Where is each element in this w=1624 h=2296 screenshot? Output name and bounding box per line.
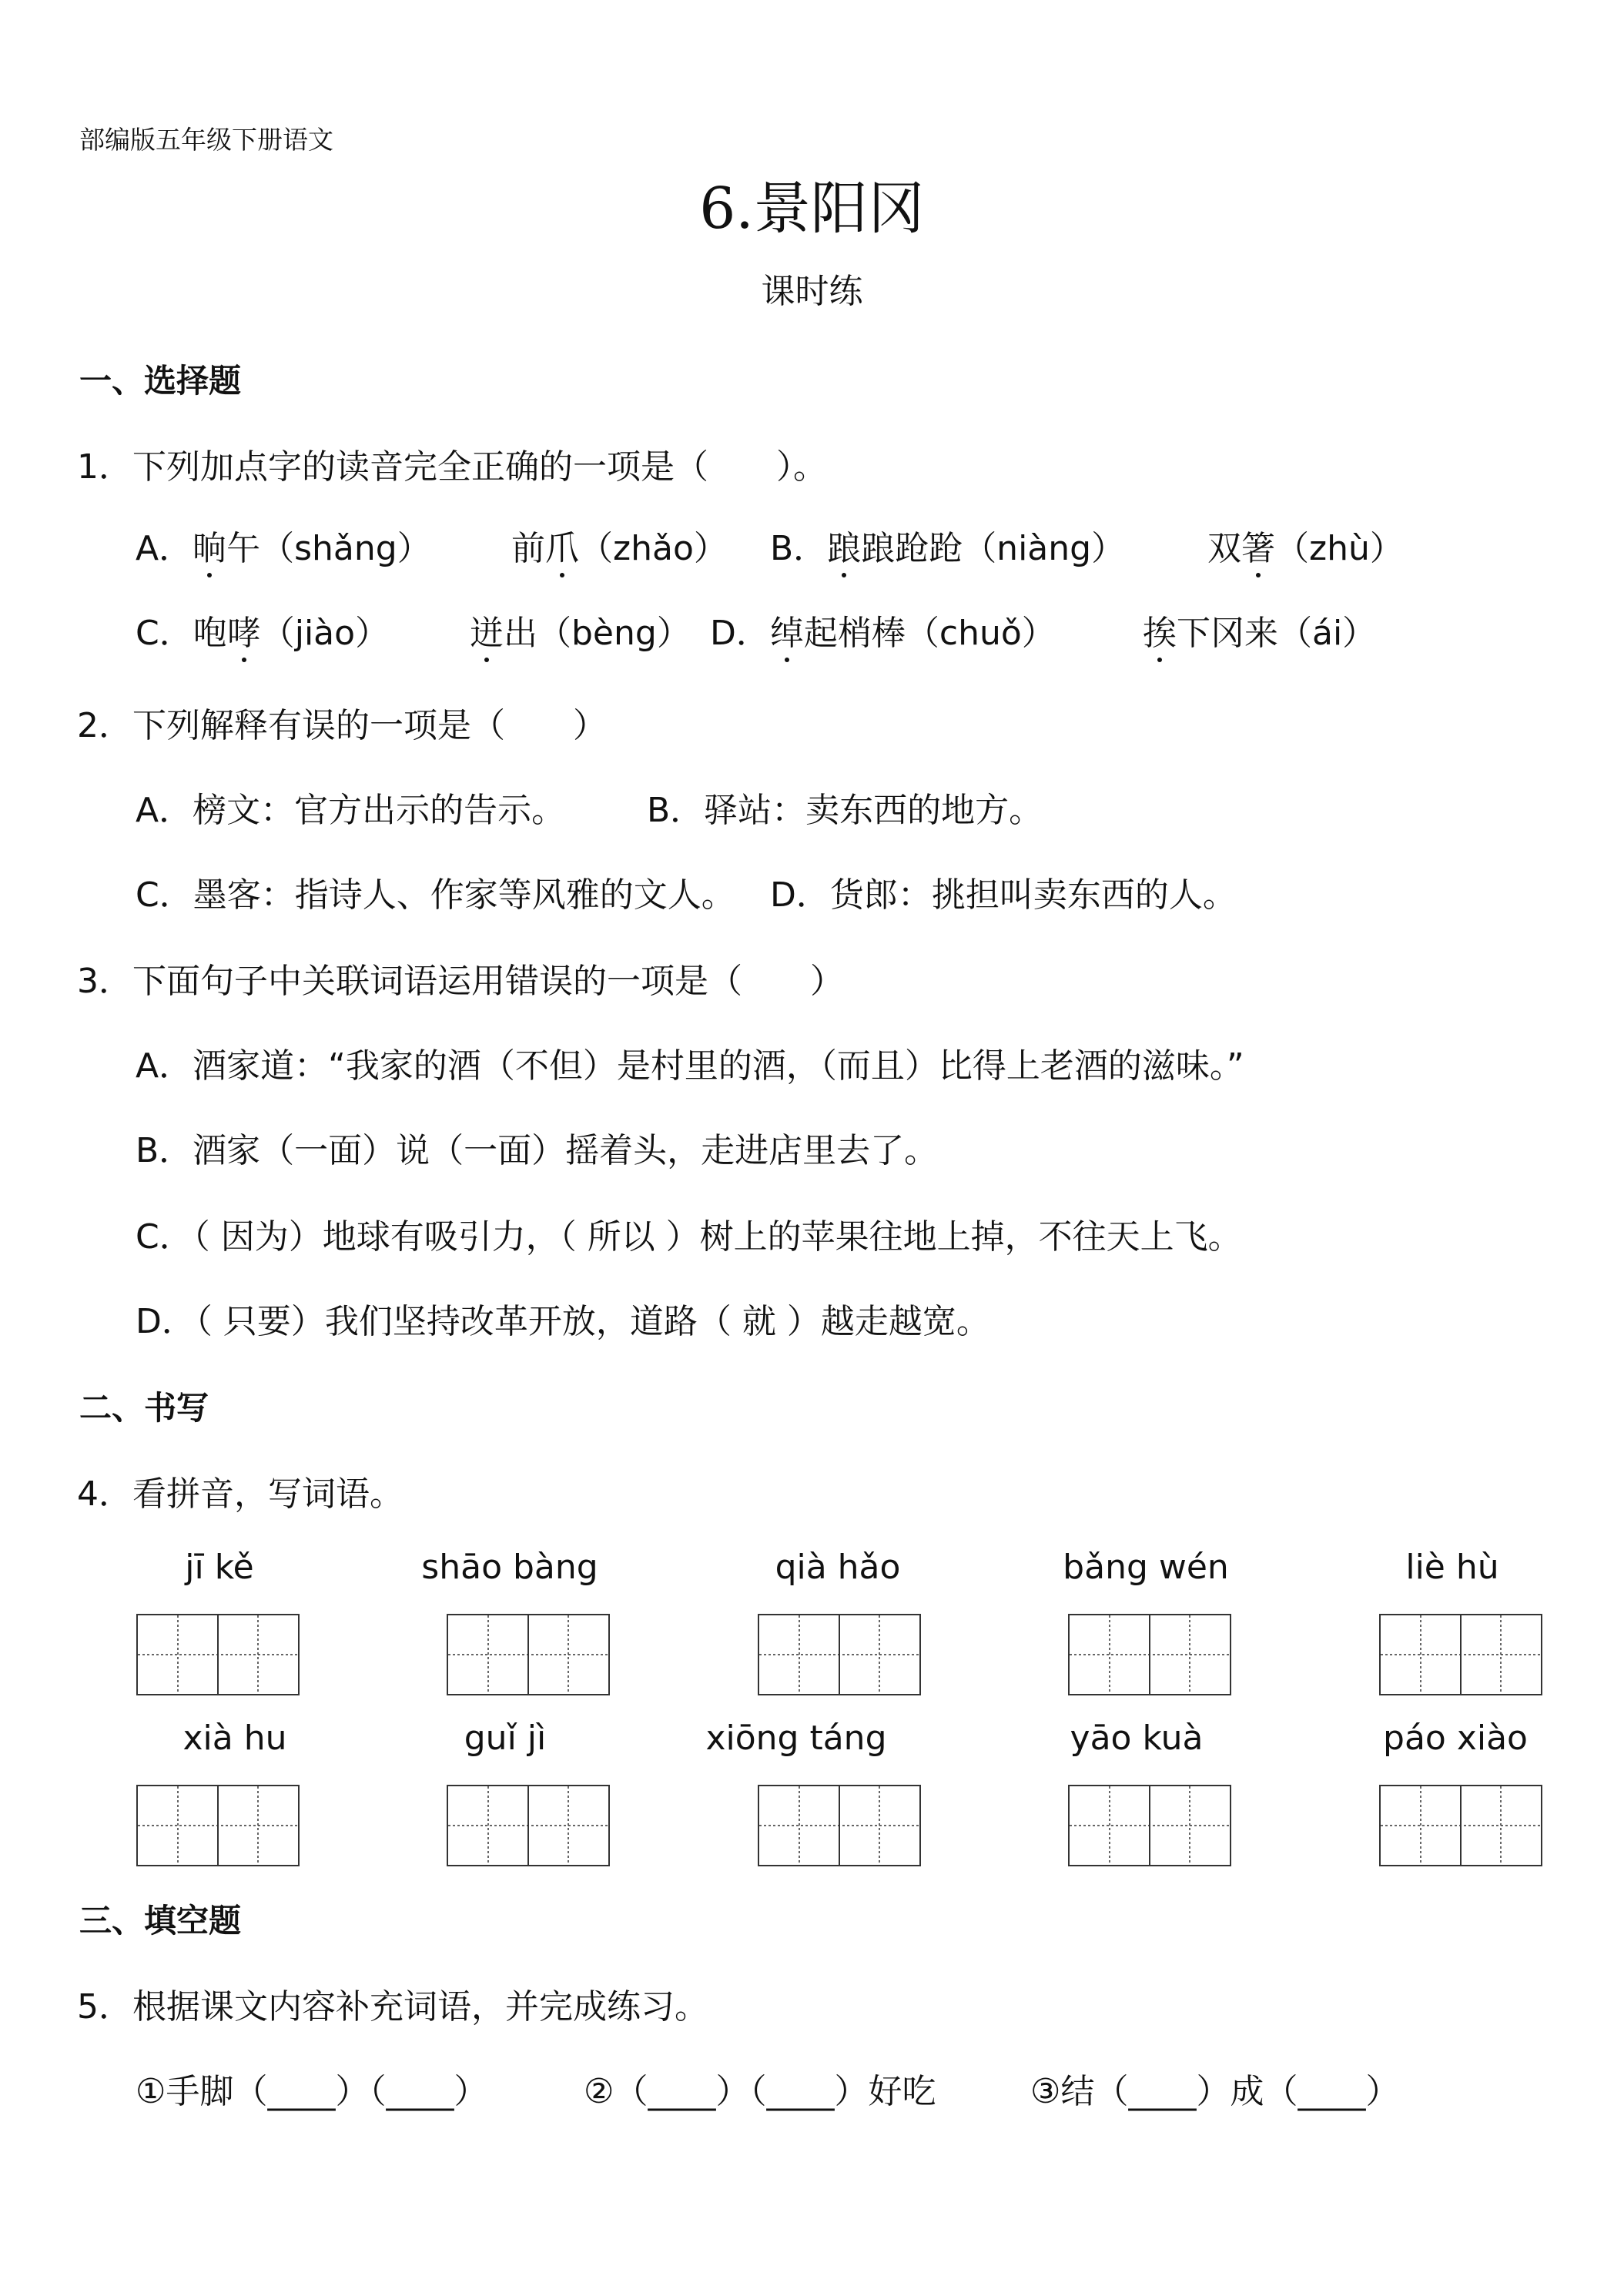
q3-option-b: B．酒家（一面）说（一面）摇着头，走进店里去了。	[136, 1131, 939, 1170]
pinyin-label: yāo kuà	[1070, 1719, 1204, 1758]
pinyin-label: qià hǎo	[775, 1548, 901, 1587]
q1-option-b	[770, 520, 1125, 570]
writing-grid-box[interactable]	[1379, 1614, 1542, 1695]
q5-fill-3: ③结（____）成（____）	[1030, 2072, 1400, 2111]
q1-option-b-word2	[1207, 520, 1404, 570]
option-label: A．	[136, 529, 193, 568]
grid-lines	[1381, 1786, 1541, 1865]
writing-grid-box[interactable]	[136, 1614, 300, 1695]
word-rest: 下冈来	[1177, 614, 1278, 653]
q2-option-b: B．驿站：卖东西的地方。	[647, 791, 1043, 830]
q1-option-c-word2	[470, 605, 691, 654]
writing-grid-box[interactable]	[1068, 1614, 1231, 1695]
q1-option-a	[136, 520, 431, 570]
q2-option-c: C．墨客：指诗人、作家等风雅的文人。	[136, 875, 735, 915]
grid-lines	[1070, 1786, 1230, 1865]
section-heading-writing: 二、书写	[79, 1389, 209, 1427]
word-rest: 出	[504, 614, 537, 653]
pinyin-label: liè hù	[1405, 1548, 1499, 1587]
q5-fill-1: ①手脚（____）（____）	[136, 2072, 488, 2111]
question-3-stem: 3．下面句子中关联词语运用错误的一项是（ ）	[77, 962, 844, 1001]
q1-option-d	[710, 605, 1056, 654]
dotted-char: 踉	[827, 520, 861, 570]
option-label: D．	[710, 614, 770, 653]
writing-grid-box[interactable]	[1379, 1785, 1542, 1866]
dotted-char: 晌	[193, 520, 226, 570]
page-subtitle: 课时练	[761, 272, 863, 311]
q1-option-d-word2	[1143, 605, 1376, 654]
option-label: B．	[770, 529, 828, 568]
dotted-char: 绰	[770, 605, 804, 654]
grid-lines	[1381, 1615, 1541, 1694]
q5-fill-2: ②（____）（____）好吃	[584, 2072, 936, 2111]
writing-grid-box[interactable]	[1068, 1785, 1231, 1866]
pinyin-label: jī kě	[185, 1548, 254, 1587]
pinyin: （ái）	[1278, 614, 1377, 653]
writing-grid-box[interactable]	[758, 1785, 921, 1866]
page-title: 6.景阳冈	[699, 176, 925, 242]
pinyin-label: shāo bàng	[421, 1548, 598, 1587]
word-prefix: 前	[511, 529, 545, 568]
pinyin: （zhù）	[1275, 529, 1404, 568]
q3-option-a: A．酒家道：“我家的酒（不但）是村里的酒，（而且）比得上老酒的滋味。”	[136, 1046, 1244, 1086]
question-2-stem: 2．下列解释有误的一项是（ ）	[77, 706, 607, 745]
q3-option-c: C．（ 因为）地球有吸引力，（ 所以 ）树上的苹果往地上掉，不往天上飞。	[136, 1217, 1242, 1257]
dotted-char: 挨	[1143, 605, 1177, 654]
grid-lines	[1070, 1615, 1230, 1694]
pinyin: （chuǒ）	[905, 614, 1056, 653]
q1-option-c	[136, 605, 389, 654]
pinyin: （niàng）	[963, 529, 1126, 568]
grid-lines	[448, 1786, 608, 1865]
word-prefix: 咆	[193, 614, 227, 653]
pinyin-label: bǎng wén	[1063, 1548, 1229, 1587]
dotted-char: 爪	[545, 520, 579, 570]
word-rest: 午	[226, 529, 261, 568]
writing-grid-box[interactable]	[758, 1614, 921, 1695]
q1-option-a-word2	[511, 520, 728, 570]
question-5-stem: 5．根据课文内容补充词语，并完成练习。	[77, 1987, 708, 2027]
writing-grid-box[interactable]	[447, 1614, 610, 1695]
word-rest: 起梢棒	[803, 614, 906, 653]
dotted-char: 箸	[1241, 520, 1275, 570]
grid-lines	[759, 1615, 919, 1694]
question-4-stem: 4．看拼音，写词语。	[77, 1474, 403, 1514]
pinyin-label: xiōng táng	[705, 1719, 887, 1758]
section-heading-choice: 一、选择题	[79, 362, 242, 400]
word-prefix: 双	[1207, 529, 1241, 568]
grid-lines	[138, 1615, 298, 1694]
pinyin: （zhǎo）	[579, 529, 728, 568]
writing-grid-box[interactable]	[447, 1785, 610, 1866]
writing-grid-box[interactable]	[136, 1785, 300, 1866]
grid-lines	[759, 1786, 919, 1865]
grid-lines	[448, 1615, 608, 1694]
section-heading-fill: 三、填空题	[79, 1902, 242, 1940]
question-1-stem: 1．下列加点字的读音完全正确的一项是（ ）。	[77, 447, 827, 487]
dotted-char: 哮	[227, 605, 261, 654]
q3-option-d: D．（ 只要）我们坚持改革开放，道路（ 就 ）越走越宽。	[136, 1302, 990, 1341]
grid-lines	[138, 1786, 298, 1865]
top-label: 部编版五年级下册语文	[79, 125, 333, 155]
word-rest: 踉跄跄	[861, 529, 963, 568]
pinyin-label: xià hu	[182, 1719, 287, 1758]
pinyin: （bèng）	[537, 614, 691, 653]
pinyin-label: guǐ jì	[464, 1719, 547, 1758]
option-label: C．	[136, 614, 193, 653]
dotted-char: 迸	[470, 605, 504, 654]
pinyin: （jiào）	[260, 614, 390, 653]
q2-option-a: A．榜文：官方出示的告示。	[136, 791, 566, 830]
pinyin-label: páo xiào	[1383, 1719, 1528, 1758]
q2-option-d: D．货郎：挑担叫卖东西的人。	[770, 875, 1237, 915]
pinyin: （shǎng）	[260, 529, 431, 568]
